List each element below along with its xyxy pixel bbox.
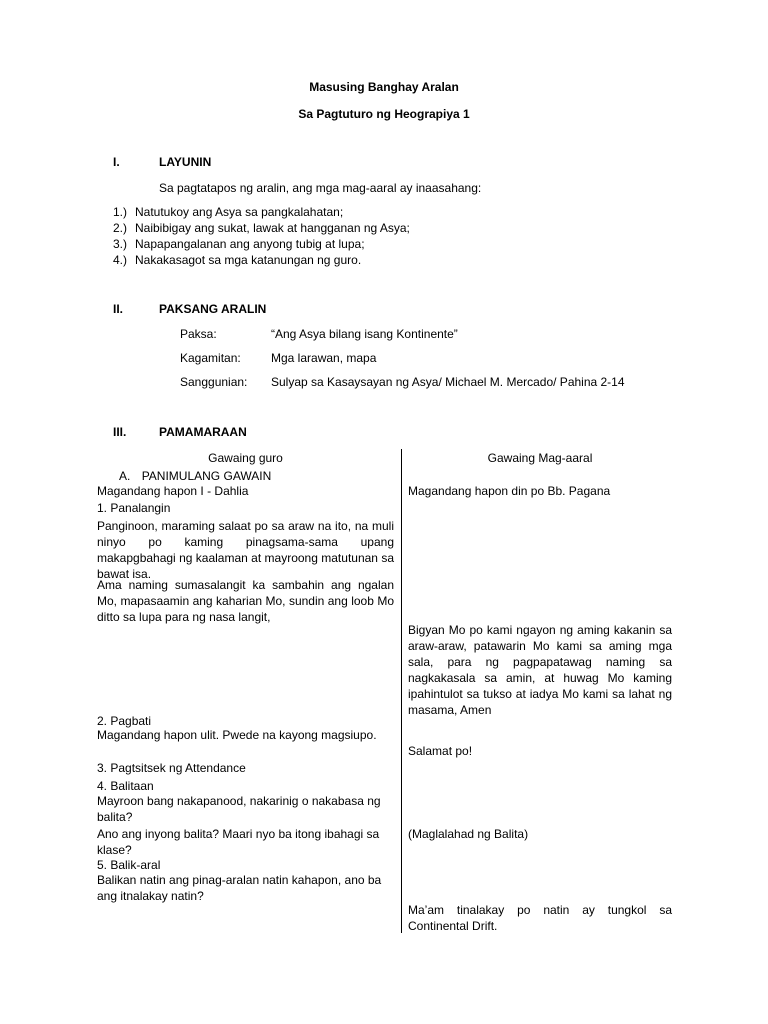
step5-student-text: Ma’am tinalakay po natin ay tungkol sa Continental Drift. (408, 903, 672, 933)
objective-number: 3.) (113, 237, 128, 251)
objective-item (113, 236, 365, 252)
step4-question1: Mayroon bang nakapanood, nakarinig o nakabasa ng balita? (97, 794, 381, 824)
kagamitan-label: Kagamitan: (180, 351, 241, 365)
section3-heading: PAMAMARAAN (159, 425, 247, 439)
document-title: Masusing Banghay Aralan (309, 80, 459, 94)
column-divider (401, 449, 402, 933)
objective-item (113, 220, 410, 236)
objective-text: Naibibigay ang sukat, lawak at hangganan ng Asya; (135, 221, 410, 235)
step4-question2: Ano ang inyong balita? Maari nyo ba itong ibahagi sa klase? (97, 827, 380, 857)
teacher-prayer-part1: Panginoon, maraming salaat po sa araw na ito, na muli ninyo po kaming pinagsama-sama upang makapgbahagi ng kaalaman at mayroong matutunan sa bawat isa. (97, 519, 394, 581)
subsection-a (119, 468, 271, 484)
student-column-header: Gawaing Mag-aaral (487, 451, 593, 465)
step5-teacher-text: Balikan natin ang pinag-aralan natin kahapon, ano ba ang itnalakay natin? (97, 873, 382, 903)
objective-text: Nakakasagot sa mga katanungan ng guro. (135, 253, 362, 267)
section2-heading: PAKSANG ARALIN (159, 302, 267, 316)
objective-number: 4.) (113, 253, 128, 267)
step2-student-text: Salamat po! (408, 744, 473, 758)
section2-numeral: II. (113, 302, 124, 316)
step4-title: 4. Balitaan (97, 779, 154, 793)
subsection-letter: A. (119, 469, 131, 483)
paksa-label: Paksa: (180, 327, 217, 341)
section3-numeral: III. (113, 425, 127, 439)
teacher-prayer-part2: Ama naming sumasalangit ka sambahin ang ngalan Mo, mapasaamin ang kaharian Mo, sundin ang loob Mo ditto sa lupa para ng nasa langit, (97, 578, 394, 624)
objective-number: 1.) (113, 205, 128, 219)
objective-item (113, 252, 361, 268)
step1-title: 1. Panalangin (97, 501, 171, 515)
section1-heading: LAYUNIN (159, 155, 212, 169)
objective-item (113, 204, 343, 220)
objective-text: Natutukoy ang Asya sa pangkalahatan; (135, 205, 344, 219)
kagamitan-value: Mga larawan, mapa (271, 351, 377, 365)
subsection-title: PANIMULANG GAWAIN (141, 469, 272, 483)
step2-title: 2. Pagbati (97, 714, 152, 728)
sanggunian-label: Sanggunian: (180, 375, 248, 389)
section1-intro: Sa pagtatapos ng aralin, ang mga mag-aaral ay inaasahang: (159, 181, 482, 195)
paksa-value: “Ang Asya bilang isang Kontinente” (271, 327, 458, 341)
step5-title: 5. Balik-aral (97, 858, 161, 872)
teacher-greeting: Magandang hapon I - Dahlia (97, 484, 249, 498)
objective-number: 2.) (113, 221, 128, 235)
section1-numeral: I. (113, 155, 120, 169)
teacher-column-header: Gawaing guro (208, 451, 283, 465)
objective-text: Napapangalanan ang anyong tubig at lupa; (135, 237, 365, 251)
step4-student-text: (Maglalahad ng Balita) (408, 827, 529, 841)
document-subtitle: Sa Pagtuturo ng Heograpiya 1 (298, 107, 470, 121)
student-greeting-reply: Magandang hapon din po Bb. Pagana (408, 484, 611, 498)
sanggunian-value: Sulyap sa Kasaysayan ng Asya/ Michael M. Mercado/ Pahina 2-14 (271, 375, 625, 389)
step3-title: 3. Pagtsitsek ng Attendance (97, 761, 246, 775)
student-prayer: Bigyan Mo po kami ngayon ng aming kakanin sa araw-araw, patawarin Mo kami sa aming mga sala, para ng pagpapatawag naming sa nagkakasala sa amin, at huwag Mo kaming ipahintulot sa tukso at iadya Mo kami sa lahat ng masama, Amen (408, 623, 672, 717)
step2-teacher-text: Magandang hapon ulit. Pwede na kayong magsiupo. (97, 728, 377, 742)
